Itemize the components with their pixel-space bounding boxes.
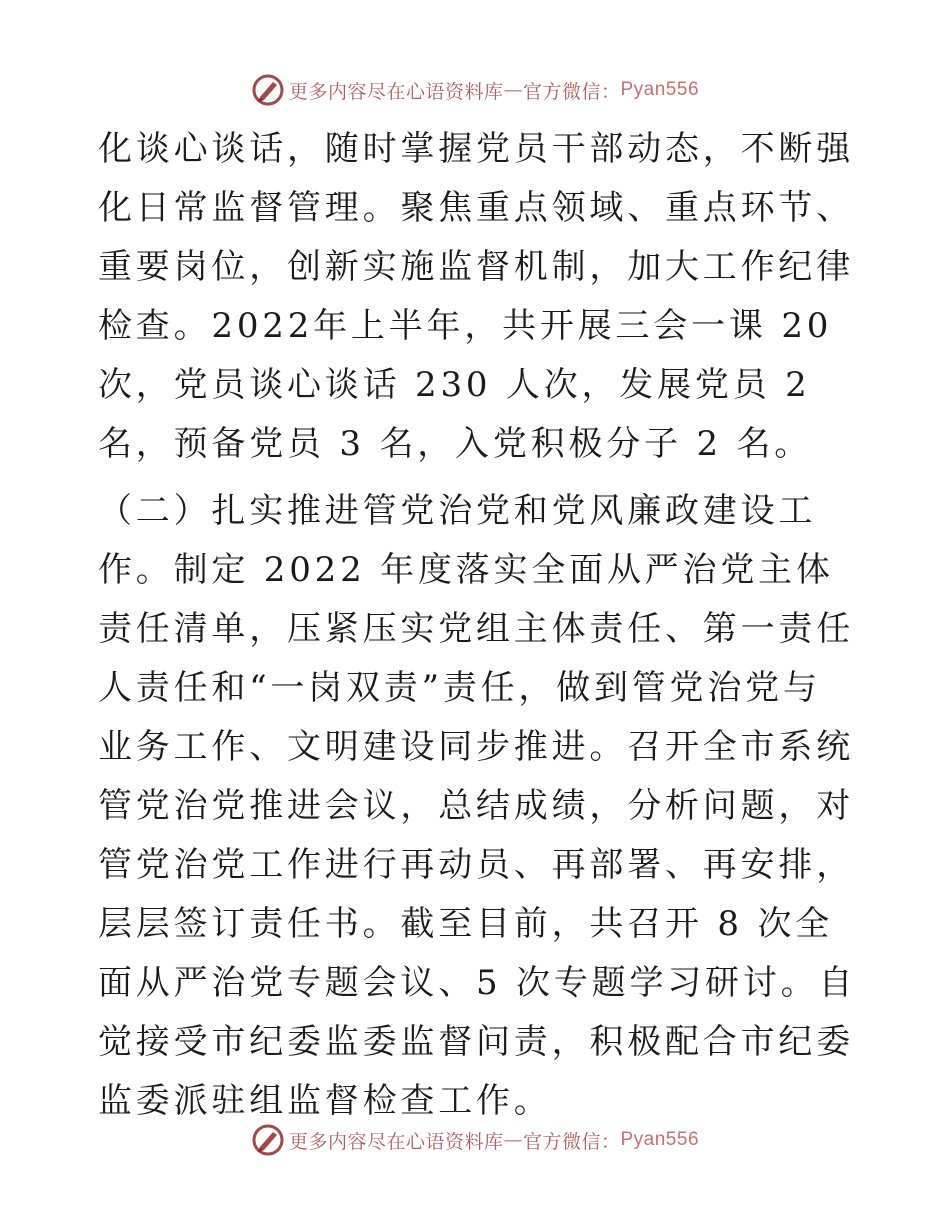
watermark-contact-handle: Pyan556 [620,79,700,100]
watermark-separator: — [503,1129,523,1151]
watermark-contact-handle: Pyan556 [620,1129,700,1150]
body-paragraph-2: （二）扎实推进管党治党和党风廉政建设工作。制定 2022 年度落实全面从严治党主体责任清单，压紧压实党组主体责任、第一责任人责任和“一岗双责”责任，做到管党治党与业务工作、文明建设同步推进。召开全市系统管党治党推进会议，总结成绩，分析问题，对管党治党工作进行再动员、再部署、再安排，层层签订责任书。截至目前，共召开 8 次全面从严治党专题会议、5 次专题学习研讨。自觉接受市纪委监委监督问责，积极配合市纪委监委派驻组监督检查工作。 [98,491,857,1121]
footer-watermark [0,1122,950,1158]
watermark-main-text: 更多内容尽在心语资料库 [288,80,504,103]
header-watermark [0,72,950,108]
pen-circle-icon [251,1123,285,1157]
watermark-contact-label: 官方微信： [522,1130,621,1153]
watermark-contact-label: 官方微信： [522,80,621,103]
watermark-separator: — [503,79,523,101]
watermark-main-text: 更多内容尽在心语资料库 [288,1130,504,1153]
document-body [98,120,858,1131]
pen-circle-icon [251,73,285,107]
body-paragraph-1: 化谈心谈话，随时掌握党员干部动态，不断强化日常监督管理。聚焦重点领域、重点环节、重要岗位，创新实施监督机制，加大工作纪律检查。2022年上半年，共开展三会一课 20 次，党员谈心谈话 230 人次，发展党员 2 名，预备党员 3 名，入党积极分子 2 名。 [98,129,854,464]
